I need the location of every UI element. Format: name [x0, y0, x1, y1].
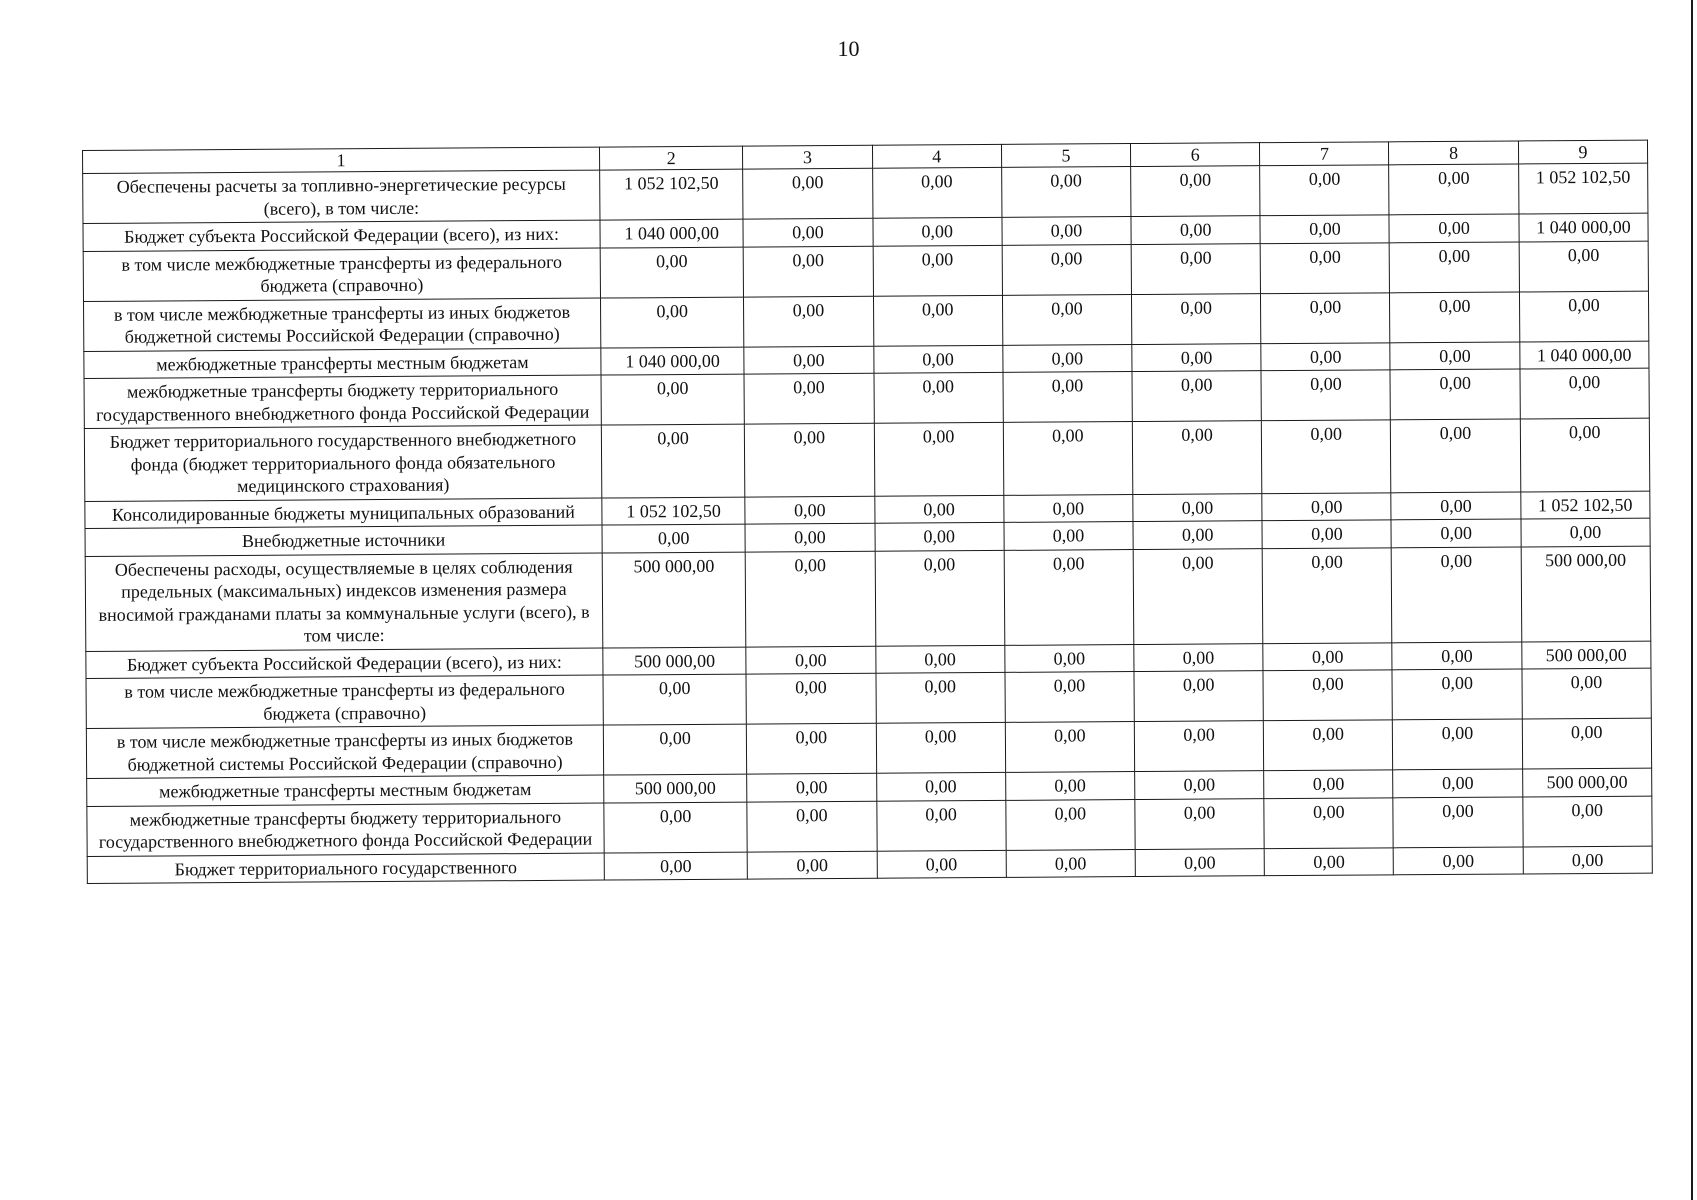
cell-col-9: 1 040 000,00: [1520, 341, 1649, 369]
cell-col-6: 0,00: [1132, 421, 1262, 494]
budget-table-wrapper: [82, 140, 1653, 884]
cell-col-5: 0,00: [1005, 772, 1134, 800]
cell-col-9: 500 000,00: [1522, 768, 1651, 796]
cell-col-9: 0,00: [1521, 518, 1650, 546]
cell-col-9: 0,00: [1520, 418, 1650, 491]
cell-col-6: 0,00: [1132, 371, 1262, 422]
cell-col-4: 0,00: [876, 672, 1006, 723]
cell-col-8: 0,00: [1393, 769, 1522, 797]
row-label: межбюджетные трансферты местным бюджетам: [84, 348, 601, 379]
cell-col-2: 0,00: [604, 802, 748, 853]
cell-col-3: 0,00: [745, 523, 874, 551]
header-col-3: 3: [743, 145, 872, 169]
cell-col-4: 0,00: [874, 422, 1004, 495]
cell-col-5: 0,00: [1003, 344, 1132, 372]
cell-col-6: 0,00: [1135, 798, 1265, 849]
cell-col-7: 0,00: [1264, 847, 1393, 875]
cell-col-4: 0,00: [877, 850, 1006, 878]
table-row: [85, 546, 1651, 651]
cell-col-2: 1 040 000,00: [601, 347, 745, 375]
cell-col-4: 0,00: [872, 167, 1002, 218]
cell-col-9: 0,00: [1520, 368, 1650, 419]
cell-col-6: 0,00: [1135, 771, 1264, 799]
scan-edge-line: [1691, 0, 1693, 1200]
cell-col-3: 0,00: [744, 346, 873, 374]
row-label: Бюджет территориального государственного: [87, 853, 604, 884]
cell-col-4: 0,00: [875, 522, 1004, 550]
cell-col-8: 0,00: [1389, 164, 1519, 215]
cell-col-7: 0,00: [1262, 492, 1391, 520]
cell-col-4: 0,00: [873, 245, 1003, 296]
row-label: в том числе межбюджетные трансферты из федерального бюджета (справочно): [83, 248, 600, 301]
header-col-2: 2: [599, 146, 743, 170]
cell-col-3: 0,00: [745, 551, 875, 647]
header-col-8: 8: [1389, 141, 1518, 165]
cell-col-4: 0,00: [876, 800, 1006, 851]
row-label: Бюджет субъекта Российской Федерации (всего), из них:: [86, 648, 603, 679]
header-col-9: 9: [1518, 140, 1647, 164]
cell-col-5: 0,00: [1003, 372, 1133, 423]
cell-col-7: 0,00: [1264, 720, 1394, 771]
cell-col-6: 0,00: [1131, 293, 1261, 344]
cell-col-6: 0,00: [1133, 521, 1262, 549]
cell-col-6: 0,00: [1131, 216, 1260, 244]
row-label: в том числе межбюджетные трансферты из федерального бюджета (справочно): [86, 675, 603, 728]
cell-col-3: 0,00: [745, 423, 875, 496]
header-col-4: 4: [872, 144, 1001, 168]
page-number: 10: [837, 36, 860, 61]
cell-col-5: 0,00: [1005, 644, 1134, 672]
cell-col-8: 0,00: [1390, 341, 1519, 369]
cell-col-3: 0,00: [743, 218, 872, 246]
row-label: межбюджетные трансферты местным бюджетам: [87, 775, 604, 806]
cell-col-2: 0,00: [601, 424, 745, 497]
row-label: Бюджет территориального государственного внебюджетного фонда (бюджет территориального фонда обязательного медицинского страхования): [84, 425, 601, 501]
cell-col-2: 0,00: [600, 297, 744, 348]
cell-col-7: 0,00: [1261, 292, 1391, 343]
cell-col-2: 500 000,00: [604, 774, 748, 802]
cell-col-3: 0,00: [744, 373, 874, 424]
cell-col-9: 0,00: [1523, 796, 1653, 847]
cell-col-2: 0,00: [603, 724, 747, 775]
cell-col-7: 0,00: [1264, 770, 1393, 798]
cell-col-5: 0,00: [1002, 217, 1131, 245]
cell-col-9: 0,00: [1519, 241, 1649, 292]
cell-col-6: 0,00: [1134, 671, 1264, 722]
cell-col-8: 0,00: [1393, 796, 1523, 847]
cell-col-3: 0,00: [743, 246, 873, 297]
cell-col-6: 0,00: [1132, 343, 1261, 371]
header-col-1: 1: [83, 147, 600, 173]
budget-table: [82, 140, 1653, 884]
cell-col-4: 0,00: [873, 217, 1002, 245]
table-row: [84, 418, 1649, 501]
cell-col-3: 0,00: [747, 851, 876, 879]
cell-col-7: 0,00: [1261, 342, 1390, 370]
row-label: межбюджетные трансферты бюджету территориального государственного внебюджетного фонда Российской Федерации: [84, 375, 601, 428]
row-label: межбюджетные трансферты бюджету территориального государственного внебюджетного фонда Российской Федерации: [87, 803, 604, 856]
cell-col-7: 0,00: [1262, 420, 1392, 493]
row-label: Бюджет субъекта Российской Федерации (всего), из них:: [83, 220, 600, 251]
cell-col-3: 0,00: [746, 646, 875, 674]
cell-col-2: 0,00: [604, 852, 748, 880]
cell-col-5: 0,00: [1005, 672, 1135, 723]
cell-col-7: 0,00: [1262, 520, 1391, 548]
cell-col-2: 1 040 000,00: [600, 219, 744, 247]
cell-col-2: 1 052 102,50: [602, 497, 746, 525]
row-label: Обеспечены расходы, осуществляемые в целях соблюдения предельных (максимальных) индексов изменения размера вносимой гражданами платы за коммунальные услуги (всего), в том числе:: [85, 553, 603, 651]
cell-col-5: 0,00: [1003, 422, 1133, 495]
cell-col-9: 1 040 000,00: [1519, 213, 1648, 241]
cell-col-6: 0,00: [1133, 493, 1262, 521]
cell-col-7: 0,00: [1263, 642, 1392, 670]
cell-col-6: 0,00: [1133, 548, 1263, 644]
cell-col-2: 0,00: [603, 674, 747, 725]
cell-col-8: 0,00: [1392, 641, 1521, 669]
cell-col-3: 0,00: [745, 496, 874, 524]
cell-col-4: 0,00: [876, 722, 1006, 773]
cell-col-2: 500 000,00: [603, 647, 747, 675]
cell-col-4: 0,00: [873, 345, 1002, 373]
cell-col-5: 0,00: [1006, 849, 1135, 877]
cell-col-3: 0,00: [747, 801, 877, 852]
row-label: в том числе межбюджетные трансферты из иных бюджетов бюджетной системы Российской Федерации (справочно): [86, 725, 603, 778]
cell-col-2: 0,00: [602, 524, 746, 552]
cell-col-7: 0,00: [1264, 797, 1394, 848]
cell-col-5: 0,00: [1006, 799, 1136, 850]
cell-col-7: 0,00: [1260, 215, 1389, 243]
cell-col-8: 0,00: [1391, 519, 1520, 547]
cell-col-9: 0,00: [1523, 846, 1652, 874]
cell-col-9: 1 052 102,50: [1518, 163, 1648, 214]
table-body: [83, 163, 1653, 883]
cell-col-7: 0,00: [1261, 370, 1391, 421]
row-label: в том числе межбюджетные трансферты из иных бюджетов бюджетной системы Российской Федерации (справочно): [84, 298, 601, 351]
cell-col-2: 0,00: [600, 247, 744, 298]
cell-col-9: 1 052 102,50: [1521, 491, 1650, 519]
cell-col-3: 0,00: [747, 723, 877, 774]
cell-col-5: 0,00: [1004, 494, 1133, 522]
header-col-5: 5: [1001, 144, 1130, 168]
cell-col-6: 0,00: [1131, 166, 1261, 217]
cell-col-8: 0,00: [1394, 846, 1523, 874]
cell-col-7: 0,00: [1263, 670, 1393, 721]
cell-col-6: 0,00: [1134, 721, 1264, 772]
cell-col-4: 0,00: [874, 372, 1004, 423]
cell-col-4: 0,00: [873, 295, 1003, 346]
cell-col-7: 0,00: [1262, 547, 1392, 643]
cell-col-8: 0,00: [1391, 419, 1521, 492]
cell-col-8: 0,00: [1390, 291, 1520, 342]
cell-col-6: 0,00: [1134, 643, 1263, 671]
cell-col-4: 0,00: [875, 645, 1004, 673]
cell-col-2: 500 000,00: [602, 552, 746, 648]
cell-col-3: 0,00: [743, 168, 873, 219]
header-col-6: 6: [1130, 143, 1259, 167]
cell-col-9: 0,00: [1522, 668, 1652, 719]
cell-col-7: 0,00: [1260, 242, 1390, 293]
cell-col-8: 0,00: [1390, 241, 1520, 292]
cell-col-6: 0,00: [1135, 848, 1264, 876]
cell-col-5: 0,00: [1002, 294, 1132, 345]
cell-col-8: 0,00: [1389, 214, 1518, 242]
cell-col-6: 0,00: [1131, 243, 1261, 294]
cell-col-2: 0,00: [601, 374, 745, 425]
cell-col-4: 0,00: [874, 495, 1003, 523]
cell-col-5: 0,00: [1005, 722, 1135, 773]
cell-col-9: 500 000,00: [1521, 546, 1651, 642]
cell-col-9: 500 000,00: [1522, 641, 1651, 669]
row-label: Внебюджетные источники: [85, 525, 602, 556]
cell-col-5: 0,00: [1002, 244, 1132, 295]
row-label: Обеспечены расчеты за топливно-энергетические ресурсы (всего), в том числе:: [83, 170, 600, 223]
cell-col-9: 0,00: [1522, 718, 1652, 769]
cell-col-2: 1 052 102,50: [600, 169, 744, 220]
cell-col-3: 0,00: [744, 296, 874, 347]
cell-col-5: 0,00: [1004, 522, 1133, 550]
cell-col-8: 0,00: [1392, 546, 1522, 642]
cell-col-8: 0,00: [1391, 491, 1520, 519]
cell-col-4: 0,00: [876, 772, 1005, 800]
cell-col-7: 0,00: [1260, 165, 1390, 216]
cell-col-9: 0,00: [1519, 291, 1649, 342]
cell-col-5: 0,00: [1001, 167, 1131, 218]
cell-col-4: 0,00: [875, 550, 1005, 646]
header-col-7: 7: [1260, 142, 1389, 166]
cell-col-8: 0,00: [1392, 669, 1522, 720]
cell-col-8: 0,00: [1390, 369, 1520, 420]
row-label: Консолидированные бюджеты муниципальных образований: [85, 498, 602, 529]
cell-col-3: 0,00: [746, 673, 876, 724]
cell-col-3: 0,00: [747, 773, 876, 801]
cell-col-5: 0,00: [1004, 549, 1134, 645]
cell-col-8: 0,00: [1393, 719, 1523, 770]
